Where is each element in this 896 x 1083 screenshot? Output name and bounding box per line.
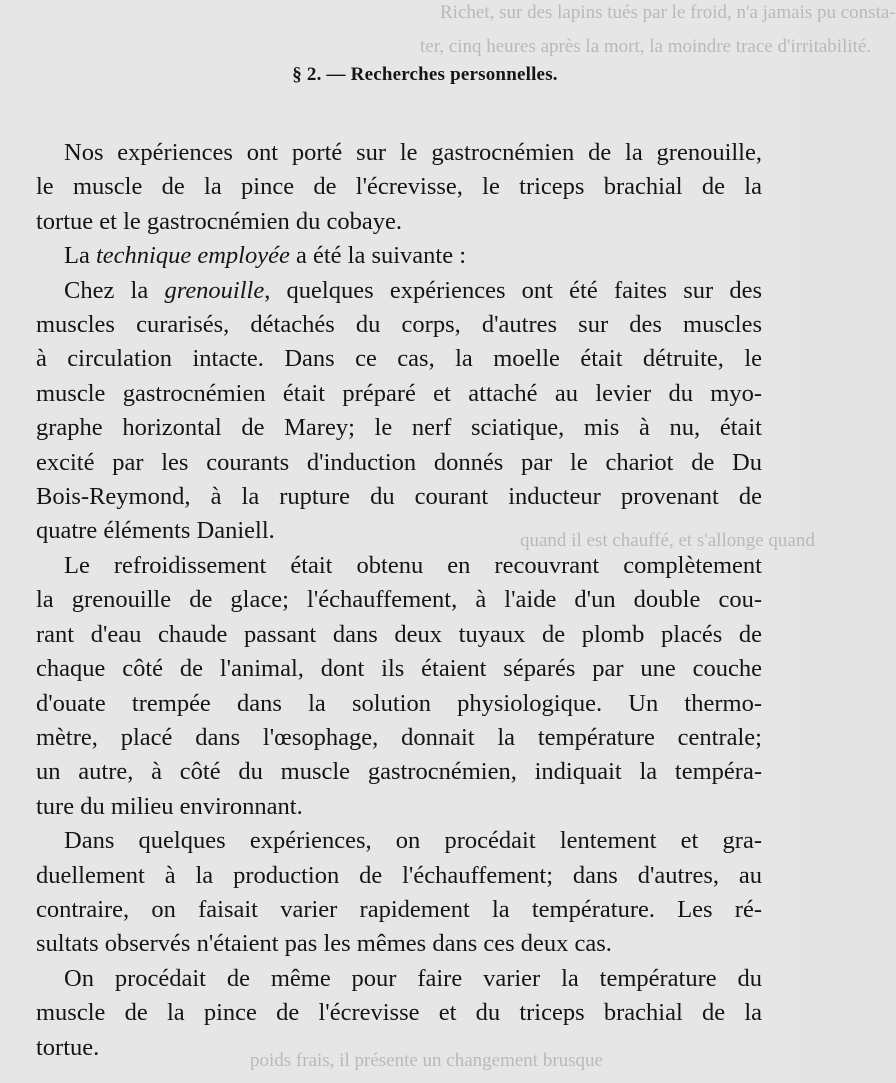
text-line [36, 239, 762, 273]
text-line: la grenouille de glace; l'échauffement, à l'aide d'un double cou- [36, 586, 762, 614]
bleed-through-text-top: Richet, sur des lapins tués par le froid, n'a jamais pu consta- [440, 2, 896, 23]
paragraph-3 [36, 274, 762, 549]
text-line: graphe horizontal de Marey; le nerf sciatique, mis à nu, était [36, 414, 762, 442]
paragraph-5 [36, 824, 762, 962]
text-span: a été la suivante : [289, 242, 467, 270]
paragraph-1 [36, 136, 762, 239]
italic-term: technique employée [95, 242, 290, 270]
paragraph-4 [36, 549, 762, 824]
text-line: d'ouate trempée dans la solution physiologique. Un thermo- [36, 689, 762, 717]
paragraph-6 [36, 962, 762, 1065]
text-line: chaque côté de l'animal, dont ils étaient séparés par une couche [36, 655, 762, 683]
text-span: La [64, 242, 96, 270]
text-line: Nos expériences ont porté sur le gastrocnémien de la grenouille, [64, 139, 762, 166]
text-span: Chez la [64, 276, 165, 304]
text-line: sultats observés n'étaient pas les mêmes dans ces deux cas. [36, 930, 612, 958]
text-line: Bois-Reymond, à la rupture du courant inducteur provenant de [36, 483, 762, 511]
paragraph-2 [36, 239, 762, 273]
body-text [36, 136, 762, 1065]
text-line: muscle gastrocnémien était préparé et attaché au levier du myo- [36, 379, 762, 407]
text-line: à circulation intacte. Dans ce cas, la moelle était détruite, le [36, 345, 762, 373]
text-line: tortue. [36, 1033, 100, 1061]
text-line: contraire, on faisait varier rapidement la température. Les ré- [36, 895, 762, 923]
text-line: quatre éléments Daniell. [36, 517, 275, 545]
italic-term: grenouille [164, 276, 265, 304]
text-span: , quelques expériences ont été faites sur des [264, 276, 762, 304]
text-line: Dans quelques expériences, on procédait lentement et gra- [64, 827, 762, 855]
text-line: un autre, à côté du muscle gastrocnémien, indiquait la tempéra- [36, 758, 762, 786]
text-line: le muscle de la pince de l'écrevisse, le triceps brachial de la [36, 173, 762, 201]
text-line [36, 274, 762, 308]
text-line: mètre, placé dans l'œsophage, donnait la température centrale; [36, 723, 762, 751]
text-line: muscle de la pince de l'écrevisse et du triceps brachial de la [36, 999, 762, 1027]
bleed-through-text-middle: quand il est chauffé, et s'allonge quand [520, 530, 815, 551]
text-line: On procédait de même pour faire varier la température du [64, 964, 762, 992]
text-line: rant d'eau chaude passant dans deux tuyaux de plomb placés de [36, 620, 762, 648]
text-line: muscles curarisés, détachés du corps, d'autres sur des muscles [36, 311, 762, 339]
bleed-through-text-top-2: ter, cinq heures après la mort, la moindre trace d'irritabilité. [420, 36, 872, 57]
text-line: duellement à la production de l'échauffement; dans d'autres, au [36, 861, 762, 889]
bleed-through-text-bottom: poids frais, il présente un changement brusque [250, 1050, 603, 1071]
text-line: ture du milieu environnant. [36, 792, 303, 820]
text-line: excité par les courants d'induction donnés par le chariot de Du [36, 448, 762, 476]
text-line: Le refroidissement était obtenu en recouvrant complètement [64, 551, 762, 579]
section-heading: § 2. — Recherches personnelles. [292, 64, 558, 85]
text-line: tortue et le gastrocnémien du cobaye. [36, 207, 402, 235]
